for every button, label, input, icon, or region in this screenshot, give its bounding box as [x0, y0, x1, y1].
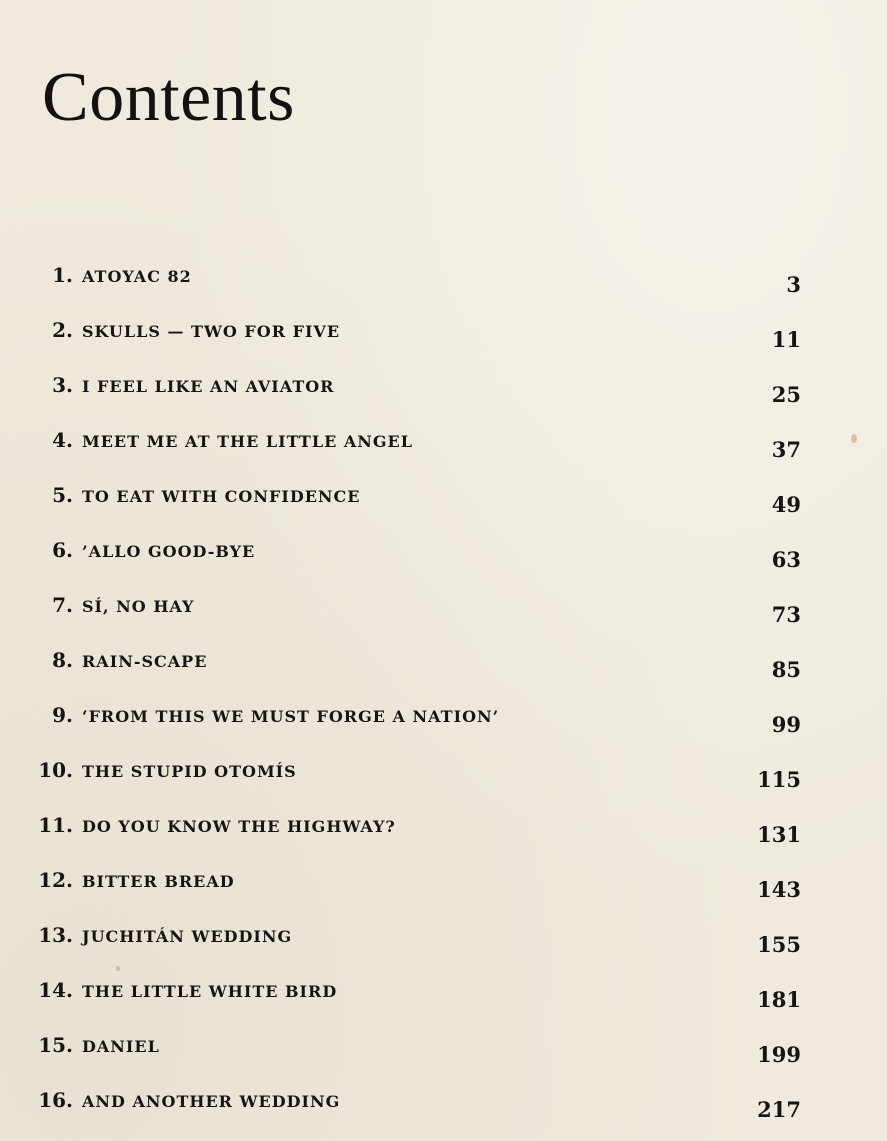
page-number: 99	[771, 712, 801, 737]
page-number: 3	[786, 272, 801, 297]
chapter-number: 12.	[38, 868, 73, 892]
page-number: 199	[757, 1042, 801, 1067]
toc-entry	[0, 808, 887, 863]
chapter-title: ’ALLO GOOD-BYE	[82, 542, 256, 561]
chapter-title: THE STUPID OTOMÍS	[82, 762, 297, 781]
chapter-title: AND ANOTHER WEDDING	[82, 1092, 341, 1111]
chapter-number: 11.	[38, 813, 73, 837]
page-number: 11	[771, 327, 801, 352]
chapter-title: BITTER BREAD	[82, 872, 235, 891]
page-number: 73	[771, 602, 801, 627]
toc-entry	[0, 588, 887, 643]
toc-entry	[0, 1028, 887, 1083]
chapter-number: 16.	[38, 1088, 73, 1112]
page-number: 155	[757, 932, 801, 957]
chapter-title: JUCHITÁN WEDDING	[82, 927, 293, 946]
chapter-number: 14.	[38, 978, 73, 1002]
page-number: 131	[757, 822, 801, 847]
chapter-number: 7.	[52, 593, 73, 617]
toc-entry	[0, 643, 887, 698]
chapter-title: THE LITTLE WHITE BIRD	[82, 982, 338, 1001]
page-number: 115	[757, 767, 801, 792]
page-title: Contents	[42, 59, 295, 136]
page-number: 25	[771, 382, 801, 407]
chapter-title: SKULLS — TWO FOR FIVE	[82, 322, 341, 341]
toc-entry	[0, 973, 887, 1028]
page-number: 181	[757, 987, 801, 1012]
contents-list	[0, 258, 887, 1138]
chapter-title: DANIEL	[82, 1037, 160, 1056]
chapter-title: MEET ME AT THE LITTLE ANGEL	[82, 432, 413, 451]
chapter-number: 6.	[52, 538, 73, 562]
chapter-number: 4.	[52, 428, 73, 452]
chapter-number: 1.	[52, 263, 73, 287]
toc-entry	[0, 368, 887, 423]
toc-entry	[0, 698, 887, 753]
chapter-title: TO EAT WITH CONFIDENCE	[82, 487, 361, 506]
chapter-number: 9.	[52, 703, 73, 727]
chapter-number: 2.	[52, 318, 73, 342]
toc-entry	[0, 863, 887, 918]
toc-entry	[0, 258, 887, 313]
page-number: 37	[771, 437, 801, 462]
chapter-title: RAIN-SCAPE	[82, 652, 208, 671]
toc-entry	[0, 478, 887, 533]
paper-stain	[116, 966, 120, 971]
chapter-number: 5.	[52, 483, 73, 507]
chapter-title: ‘FROM THIS WE MUST FORGE A NATION’	[82, 707, 500, 726]
toc-entry	[0, 753, 887, 808]
page-number: 217	[757, 1097, 801, 1122]
toc-entry	[0, 533, 887, 588]
chapter-title: DO YOU KNOW THE HIGHWAY?	[82, 817, 396, 836]
page-number: 63	[771, 547, 801, 572]
page-number: 143	[757, 877, 801, 902]
chapter-title: SÍ, NO HAY	[82, 597, 195, 616]
toc-entry	[0, 918, 887, 973]
page-number: 49	[771, 492, 801, 517]
chapter-number: 13.	[38, 923, 73, 947]
chapter-number: 3.	[52, 373, 73, 397]
chapter-number: 15.	[38, 1033, 73, 1057]
chapter-number: 10.	[38, 758, 73, 782]
toc-entry	[0, 1083, 887, 1138]
toc-entry	[0, 313, 887, 368]
paper-stain	[851, 434, 857, 443]
toc-entry	[0, 423, 887, 478]
chapter-title: I FEEL LIKE AN AVIATOR	[82, 377, 335, 396]
chapter-number: 8.	[52, 648, 73, 672]
page-number: 85	[771, 657, 801, 682]
chapter-title: ATOYAC 82	[82, 267, 192, 286]
